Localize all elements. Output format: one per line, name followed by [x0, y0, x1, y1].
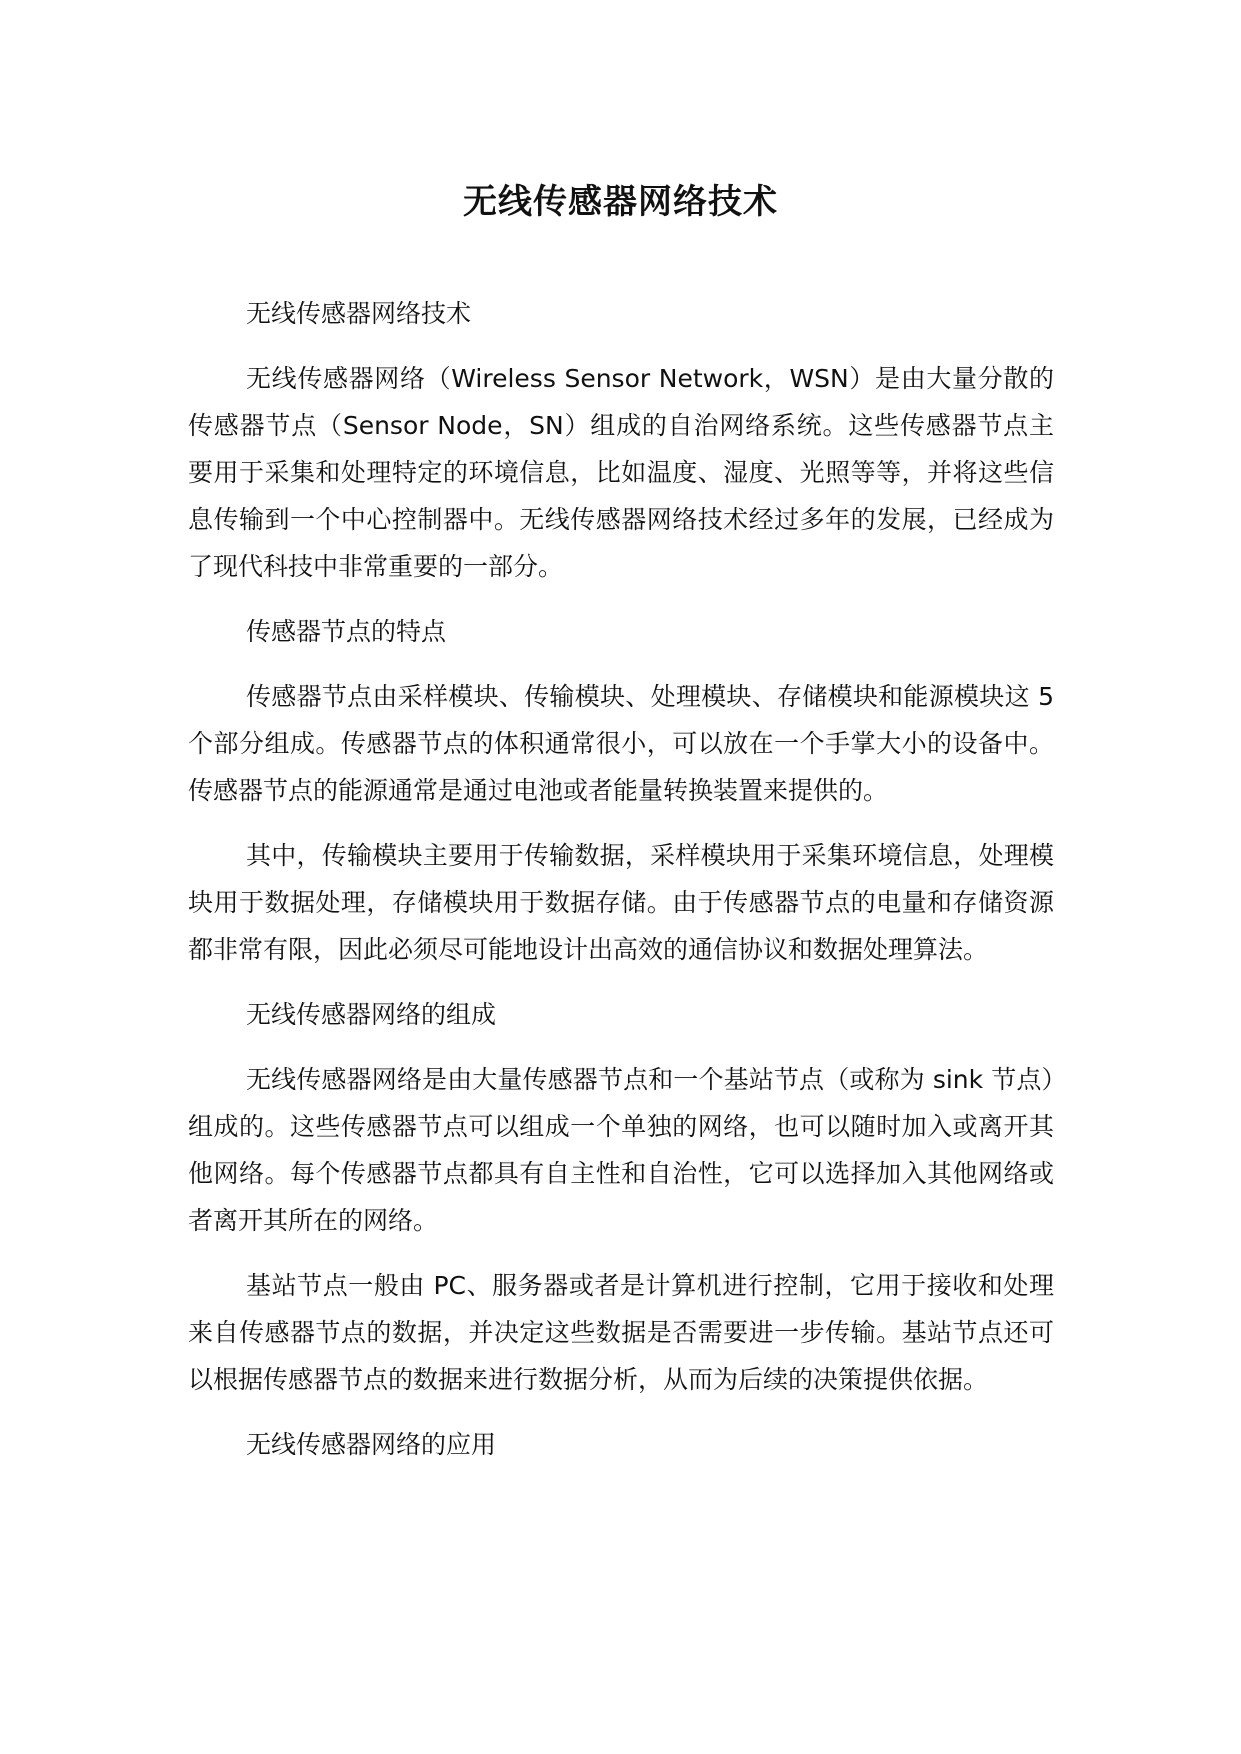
paragraph-base-station: 基站节点一般由 PC、服务器或者是计算机进行控制，它用于接收和处理来自传感器节点的数据，并决定这些数据是否需要进一步传输。基站节点还可以根据传感器节点的数据来进行数据分析，从而为后续的决策提供依据。 — [188, 1271, 1054, 1394]
section-heading-node-features: 传感器节点的特点 — [246, 617, 447, 646]
paragraph-wsn-definition: 无线传感器网络（Wireless Sensor Network，WSN）是由大量分散的传感器节点（Sensor Node，SN）组成的自治网络系统。这些传感器节点主要用于采集和处理特定的环境信息，比如温度、湿度、光照等等，并将这些信息传输到一个中心控制器中。无线传感器网络技术经过多年的发展，已经成为了现代科技中非常重要的一部分。 — [188, 364, 1054, 581]
section-heading-network-composition: 无线传感器网络的组成 — [246, 1000, 497, 1029]
paragraph-node-modules: 传感器节点由采样模块、传输模块、处理模块、存储模块和能源模块这 5 个部分组成。传感器节点的体积通常很小，可以放在一个手掌大小的设备中。传感器节点的能源通常是通过电池或者能量转换装置来提供的。 — [188, 682, 1054, 805]
document-body — [188, 290, 1054, 1468]
paragraph-module-functions: 其中，传输模块主要用于传输数据，采样模块用于采集环境信息，处理模块用于数据处理，存储模块用于数据存储。由于传感器节点的电量和存储资源都非常有限，因此必须尽可能地设计出高效的通信协议和数据处理算法。 — [188, 841, 1054, 964]
paragraph-network-composition: 无线传感器网络是由大量传感器节点和一个基站节点（或称为 sink 节点）组成的。这些传感器节点可以组成一个单独的网络，也可以随时加入或离开其他网络。每个传感器节点都具有自主性和自治性，它可以选择加入其他网络或者离开其所在的网络。 — [188, 1065, 1054, 1235]
section-heading-applications: 无线传感器网络的应用 — [246, 1430, 497, 1459]
document-title: 无线传感器网络技术 — [463, 182, 778, 222]
section-heading-intro: 无线传感器网络技术 — [246, 299, 472, 328]
